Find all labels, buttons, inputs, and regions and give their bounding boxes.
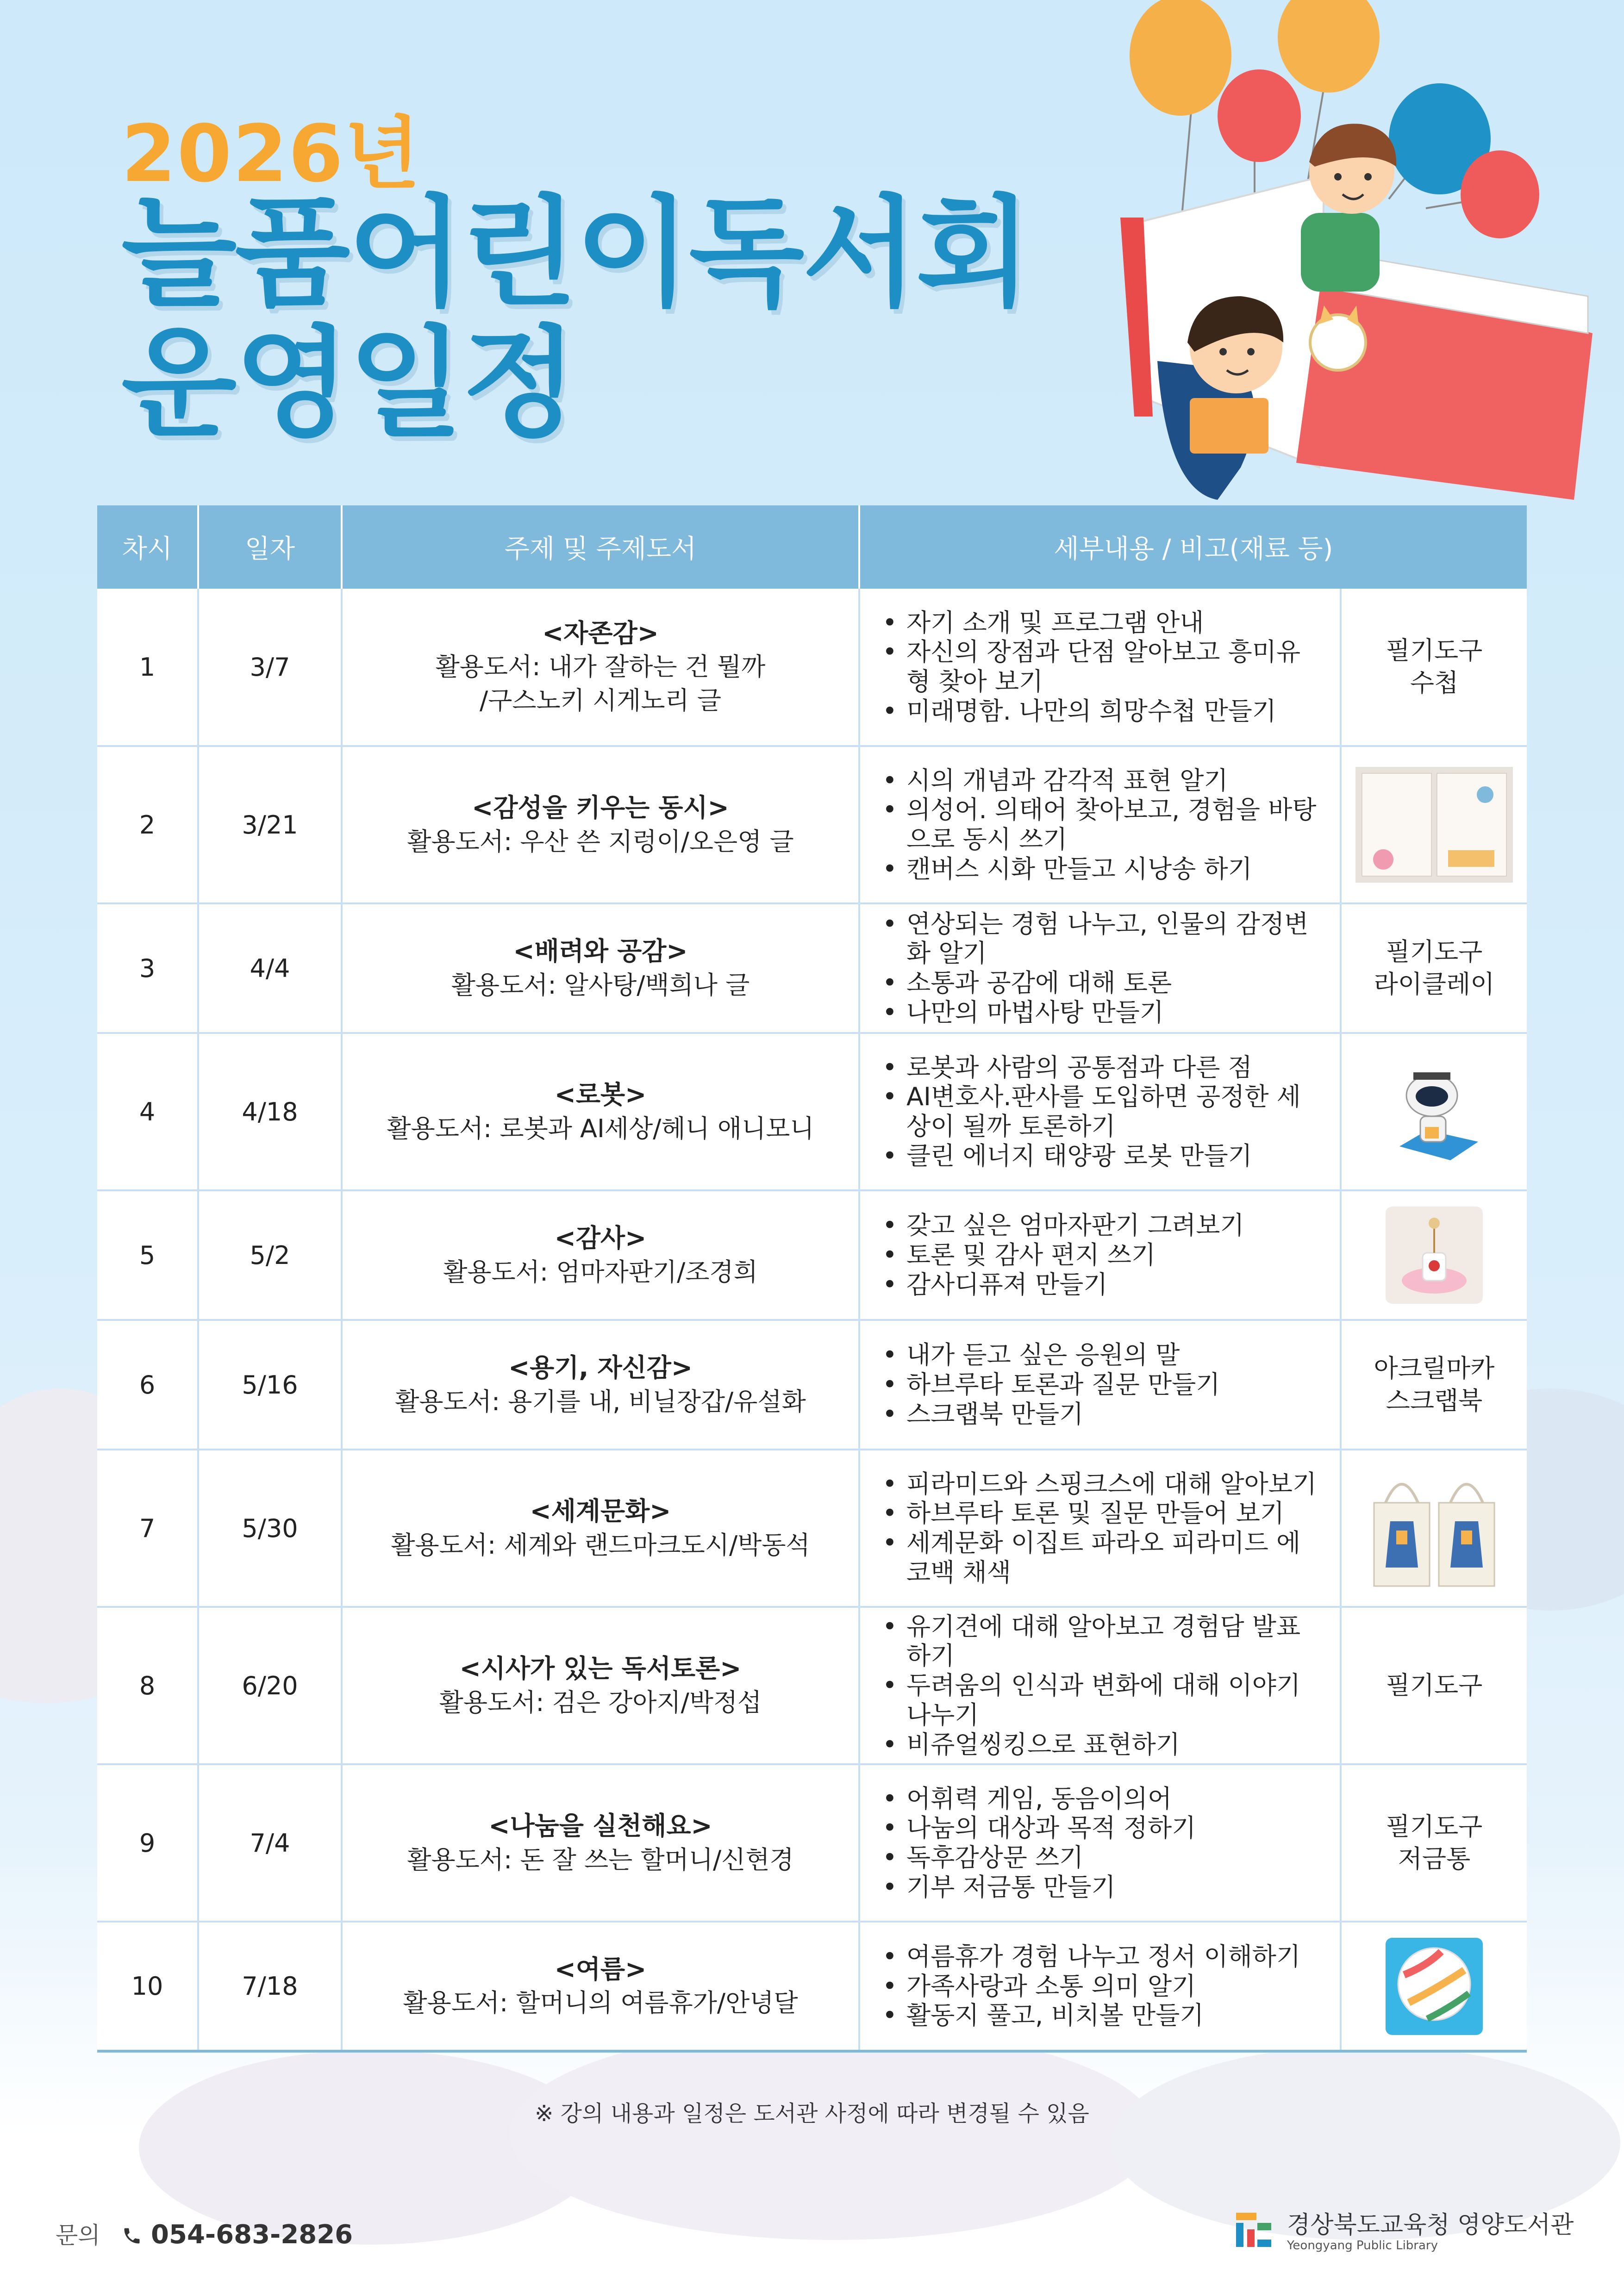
note-cell bbox=[1341, 1764, 1527, 1922]
table-row bbox=[97, 1607, 1527, 1764]
detail-item: • 독후감상문 쓰기 bbox=[906, 1843, 1340, 1873]
topic-book: 활용도서: 세계와 랜드마크도시/박동석 bbox=[391, 1530, 810, 1560]
detail-item: • 세계문화 이집트 파라오 피라미드 에코백 채색 bbox=[906, 1528, 1340, 1587]
session-number: 7 bbox=[97, 1450, 198, 1607]
footnote: ※ 강의 내용과 일정은 도서관 사정에 따라 변경될 수 있음 bbox=[535, 2101, 1089, 2127]
details-cell bbox=[859, 903, 1341, 1033]
topic-title: <배려와 공감> bbox=[513, 936, 688, 966]
topic-title: <감사> bbox=[554, 1223, 647, 1253]
topic-cell bbox=[342, 1922, 859, 2051]
detail-item: • AI변호사.판사를 도입하면 공정한 세상이 될까 토론하기 bbox=[906, 1082, 1340, 1141]
detail-item: • 감사디퓨져 만들기 bbox=[906, 1270, 1340, 1300]
balloon-icon bbox=[1130, 0, 1231, 116]
contact-label: 문의 bbox=[56, 2222, 100, 2249]
note-cell bbox=[1341, 746, 1527, 903]
year-heading: 2026년 bbox=[121, 108, 421, 200]
details-list bbox=[860, 1612, 1340, 1760]
note-line: 수첩 bbox=[1410, 668, 1459, 697]
table-row bbox=[97, 1764, 1527, 1922]
session-date: 7/4 bbox=[198, 1764, 342, 1922]
solar-robot-thumbnail bbox=[1381, 1054, 1487, 1170]
session-date: 5/30 bbox=[198, 1450, 342, 1607]
detail-item: • 하브루타 토론과 질문 만들기 bbox=[906, 1370, 1340, 1400]
detail-item: • 캔버스 시화 만들고 시낭송 하기 bbox=[906, 854, 1340, 884]
session-number: 10 bbox=[97, 1922, 198, 2051]
detail-item: • 미래명함. 나만의 희망수첩 만들기 bbox=[906, 697, 1340, 726]
topic-cell bbox=[342, 1764, 859, 1922]
details-cell bbox=[859, 1450, 1341, 1607]
note-line: 필기도구 bbox=[1386, 635, 1483, 665]
details-list bbox=[860, 1942, 1340, 2030]
topic-cell bbox=[342, 1320, 859, 1450]
session-number: 3 bbox=[97, 903, 198, 1033]
session-number: 1 bbox=[97, 589, 198, 746]
detail-item: • 의성어. 의태어 찾아보고, 경험을 바탕으로 동시 쓰기 bbox=[906, 795, 1340, 854]
phone-text: 054-683-2826 bbox=[151, 2220, 353, 2250]
detail-item: • 유기견에 대해 알아보고 경험담 발표하기 bbox=[906, 1612, 1340, 1671]
details-cell bbox=[859, 746, 1341, 903]
session-number: 2 bbox=[97, 746, 198, 903]
topic-book: 활용도서: 엄마자판기/조경희 bbox=[443, 1257, 758, 1287]
topic-cell bbox=[342, 1190, 859, 1320]
detail-item: • 가족사랑과 소통 의미 알기 bbox=[906, 1972, 1340, 2001]
phone-icon bbox=[122, 2226, 142, 2246]
ecobag-thumbnail bbox=[1365, 1461, 1504, 1595]
detail-item: • 로봇과 사람의 공통점과 다른 점 bbox=[906, 1053, 1340, 1083]
session-date: 6/20 bbox=[198, 1607, 342, 1764]
diffuser-thumbnail bbox=[1386, 1207, 1483, 1304]
details-cell bbox=[859, 1607, 1341, 1764]
session-date: 5/16 bbox=[198, 1320, 342, 1450]
note-line: 필기도구 bbox=[1386, 1670, 1483, 1700]
session-number: 4 bbox=[97, 1033, 198, 1190]
details-cell bbox=[859, 1320, 1341, 1450]
table-row bbox=[97, 1922, 1527, 2051]
table-header-row bbox=[97, 505, 1527, 589]
topic-book: 활용도서: 우산 쓴 지렁이/오은영 글 bbox=[407, 827, 794, 856]
detail-item: • 자기 소개 및 프로그램 안내 bbox=[906, 608, 1340, 638]
detail-item: • 나눔의 대상과 목적 정하기 bbox=[906, 1813, 1340, 1843]
topic-book: 활용도서: 할머니의 여름휴가/안녕달 bbox=[403, 1988, 798, 2018]
note-cell bbox=[1341, 589, 1527, 746]
details-list bbox=[860, 1469, 1340, 1587]
details-cell bbox=[859, 1190, 1341, 1320]
detail-item: • 하브루타 토론 및 질문 만들어 보기 bbox=[906, 1499, 1340, 1528]
note-line: 저금통 bbox=[1398, 1844, 1471, 1873]
topic-book: 활용도서: 용기를 내, 비닐장갑/유설화 bbox=[395, 1387, 806, 1416]
table-row bbox=[97, 1450, 1527, 1607]
note-line: 스크랩북 bbox=[1386, 1386, 1483, 1415]
note-line: 아크릴마카 bbox=[1374, 1353, 1495, 1383]
balloon-icon bbox=[1218, 69, 1301, 162]
topic-cell bbox=[342, 1033, 859, 1190]
topic-book: 활용도서: 돈 잘 쓰는 할머니/신현경 bbox=[407, 1845, 794, 1874]
details-list bbox=[860, 766, 1340, 884]
detail-item: • 스크랩북 만들기 bbox=[906, 1400, 1340, 1429]
note-cell bbox=[1341, 1607, 1527, 1764]
detail-item: • 토론 및 감사 편지 쓰기 bbox=[906, 1240, 1340, 1270]
topic-cell bbox=[342, 589, 859, 746]
page-subtitle: 운영일정 bbox=[121, 314, 575, 453]
topic-cell bbox=[342, 1450, 859, 1607]
session-date: 3/7 bbox=[198, 589, 342, 746]
col-date: 일자 bbox=[198, 505, 342, 589]
phone-number bbox=[122, 2220, 353, 2250]
note-line: 필기도구 bbox=[1386, 1811, 1483, 1841]
details-cell bbox=[859, 1922, 1341, 2051]
library-logo-icon bbox=[1231, 2209, 1276, 2253]
detail-item: • 갖고 싶은 엄마자판기 그려보기 bbox=[906, 1211, 1340, 1240]
detail-item: • 여름휴가 경험 나누고 정서 이해하기 bbox=[906, 1942, 1340, 1972]
details-list bbox=[860, 1053, 1340, 1171]
beachball-thumbnail bbox=[1386, 1938, 1483, 2035]
session-date: 7/18 bbox=[198, 1922, 342, 2051]
session-number: 6 bbox=[97, 1320, 198, 1450]
topic-cell bbox=[342, 746, 859, 903]
detail-item: • 나만의 마법사탕 만들기 bbox=[906, 998, 1340, 1027]
library-name-en: Yeongyang Public Library bbox=[1287, 2239, 1438, 2252]
topic-title: <여름> bbox=[554, 1954, 647, 1984]
table-row bbox=[97, 1033, 1527, 1190]
session-date: 3/21 bbox=[198, 746, 342, 903]
details-cell bbox=[859, 589, 1341, 746]
topic-cell bbox=[342, 903, 859, 1033]
detail-item: • 클린 에너지 태양광 로봇 만들기 bbox=[906, 1141, 1340, 1171]
balloon-icon bbox=[1461, 150, 1539, 238]
topic-title: <로봇> bbox=[554, 1080, 647, 1110]
topic-book: 활용도서: 로봇과 AI세상/헤니 애니모니 bbox=[387, 1114, 814, 1143]
detail-item: • 자신의 장점과 단점 알아보고 흥미유형 찾아 보기 bbox=[906, 637, 1340, 696]
detail-item: • 피라미드와 스핑크스에 대해 알아보기 bbox=[906, 1469, 1340, 1499]
topic-title: <세계문화> bbox=[530, 1496, 671, 1526]
poem-canvas-thumbnail bbox=[1355, 767, 1513, 883]
topic-title: <감성을 키우는 동시> bbox=[472, 793, 729, 823]
col-topic: 주제 및 주제도서 bbox=[342, 505, 859, 589]
detail-item: • 시의 개념과 감각적 표현 알기 bbox=[906, 766, 1340, 796]
detail-item: • 활동지 풀고, 비치볼 만들기 bbox=[906, 2001, 1340, 2030]
cloud-decoration bbox=[509, 2027, 1157, 2240]
library-name: 경상북도교육청 영양도서관 bbox=[1287, 2211, 1574, 2239]
details-list bbox=[860, 1784, 1340, 1902]
schedule-table bbox=[97, 505, 1527, 2053]
session-date: 4/18 bbox=[198, 1033, 342, 1190]
note-line: 필기도구 bbox=[1386, 937, 1483, 966]
topic-title: <시사가 있는 독서토론> bbox=[459, 1654, 742, 1684]
detail-item: • 어휘력 게임, 동음이의어 bbox=[906, 1784, 1340, 1814]
schedule-body bbox=[97, 589, 1527, 2051]
table-row bbox=[97, 746, 1527, 903]
details-list bbox=[860, 1340, 1340, 1429]
page-title: 늘품어린이독서회 bbox=[121, 184, 1030, 323]
note-cell bbox=[1341, 1190, 1527, 1320]
topic-title: <자존감> bbox=[542, 618, 659, 648]
detail-item: • 연상되는 경험 나누고, 인물의 감정변화 알기 bbox=[906, 909, 1340, 968]
topic-title: <나눔을 실천해요> bbox=[488, 1811, 712, 1841]
detail-item: • 소통과 공감에 대해 토론 bbox=[906, 968, 1340, 998]
note-cell bbox=[1341, 1450, 1527, 1607]
detail-item: • 기부 저금통 만들기 bbox=[906, 1873, 1340, 1902]
details-list bbox=[860, 909, 1340, 1027]
details-list bbox=[860, 1211, 1340, 1299]
details-list bbox=[860, 608, 1340, 726]
library-logo bbox=[1231, 2205, 1583, 2256]
detail-item: • 내가 듣고 싶은 응원의 말 bbox=[906, 1340, 1340, 1370]
details-cell bbox=[859, 1764, 1341, 1922]
session-number: 5 bbox=[97, 1190, 198, 1320]
topic-cell bbox=[342, 1607, 859, 1764]
detail-item: • 두려움의 인식과 변화에 대해 이야기 나누기 bbox=[906, 1671, 1340, 1730]
kids-flying-book-illustration bbox=[1102, 0, 1624, 583]
table-row bbox=[97, 903, 1527, 1033]
session-number: 8 bbox=[97, 1607, 198, 1764]
col-session: 차시 bbox=[97, 505, 198, 589]
balloon-icon bbox=[1278, 0, 1380, 93]
session-date: 5/2 bbox=[198, 1190, 342, 1320]
note-cell bbox=[1341, 1320, 1527, 1450]
note-cell bbox=[1341, 1033, 1527, 1190]
topic-book: 활용도서: 내가 잘하는 건 뭘까 bbox=[435, 652, 766, 682]
table-row bbox=[97, 589, 1527, 746]
detail-item: • 비쥬얼씽킹으로 표현하기 bbox=[906, 1730, 1340, 1760]
session-number: 9 bbox=[97, 1764, 198, 1922]
details-cell bbox=[859, 1033, 1341, 1190]
topic-title: <용기, 자신감> bbox=[508, 1353, 693, 1383]
note-cell bbox=[1341, 903, 1527, 1033]
session-date: 4/4 bbox=[198, 903, 342, 1033]
contact-info bbox=[56, 2217, 353, 2250]
topic-book-author: /구스노키 시게노리 글 bbox=[480, 686, 721, 716]
table-row bbox=[97, 1320, 1527, 1450]
note-line: 라이클레이 bbox=[1374, 970, 1495, 999]
table-row bbox=[97, 1190, 1527, 1320]
note-cell bbox=[1341, 1922, 1527, 2051]
topic-book: 활용도서: 알사탕/백희나 글 bbox=[451, 970, 750, 1000]
col-details: 세부내용 / 비고(재료 등) bbox=[859, 505, 1527, 589]
topic-book: 활용도서: 검은 강아지/박정섭 bbox=[439, 1687, 762, 1717]
